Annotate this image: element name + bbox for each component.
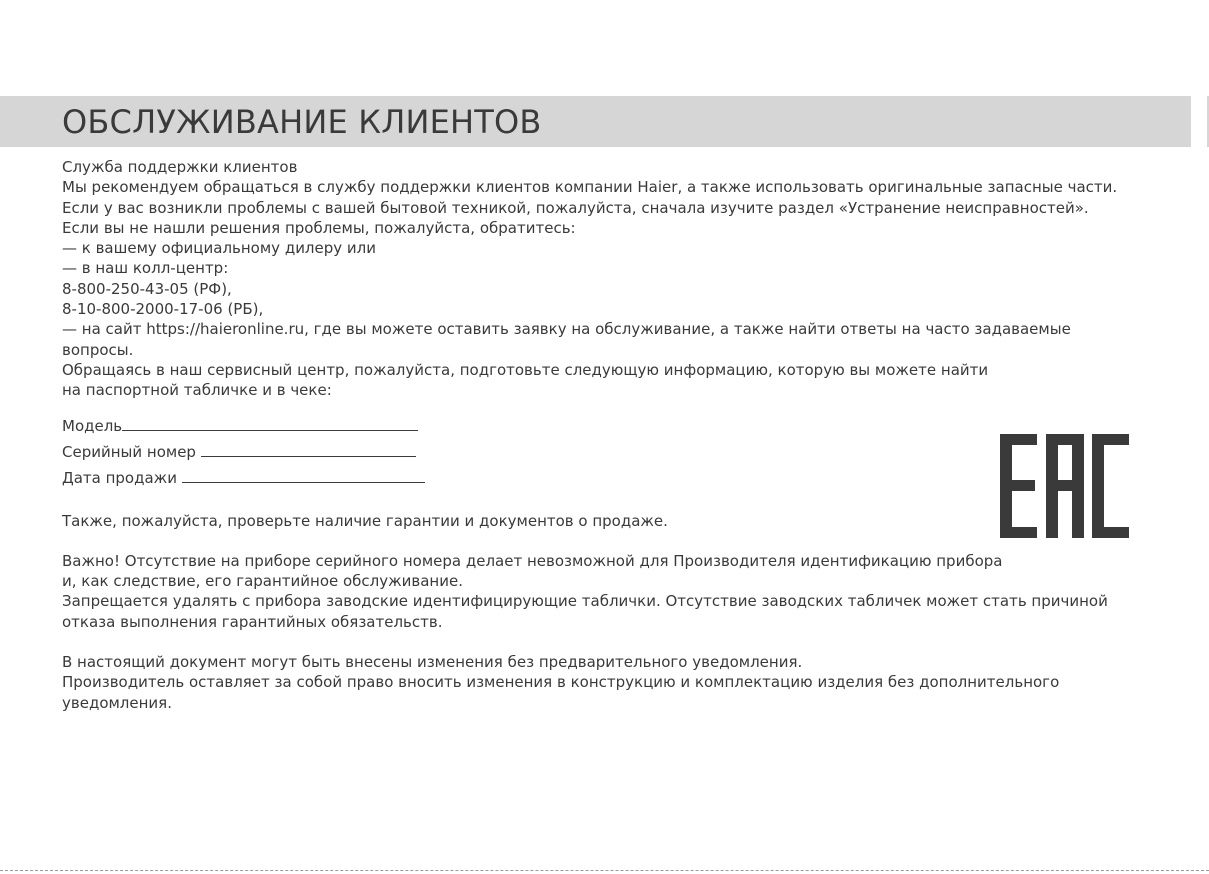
model-label: Модель (62, 416, 123, 435)
phone-rf: 8-800-250-43-05 (РФ), (62, 279, 232, 298)
intro-paragraph: Мы рекомендуем обращаться в службу поддержки клиентов компании Haier, а также использовать оригинальные запасные части. Если у вас возникли проблемы с вашей бытовой техникой, пожалуйста, сначала изучите раздел «Устранение неисправностей». (62, 178, 1118, 217)
plates-warning: Запрещается удалять с прибора заводские идентифицирующие таблички. Отсутствие заводских табличек может стать причиной отказа выполнения гарантийных обязательств. (62, 592, 1108, 631)
warranty-check-text: Также, пожалуйста, проверьте наличие гарантии и документов о продаже. (62, 511, 668, 530)
eac-logo (1000, 434, 1129, 538)
page-bottom-divider (0, 870, 1209, 871)
option-site: — на сайт https://haieronline.ru, где вы можете оставить заявку на обслуживание, а также найти ответы на часто задаваемые вопросы. (62, 320, 1071, 359)
option-dealer: — к вашему официальному дилеру или (62, 239, 377, 258)
phone-rb: 8-10-800-2000-17-06 (РБ), (62, 300, 264, 319)
manufacturer-note: Производитель оставляет за собой право вносить изменения в конструкцию и комплектацию изделия без дополнительного уведомления. (62, 673, 1060, 712)
date-label: Дата продажи (62, 468, 177, 487)
option-callcenter: — в наш колл-центр: (62, 259, 229, 278)
service-info-line-1: Обращаясь в наш сервисный центр, пожалуйста, подготовьте следующую информацию, которую вы можете найти (62, 360, 989, 379)
date-blank-line (182, 468, 425, 483)
model-field (62, 413, 1128, 439)
section-subtitle: Служба поддержки клиентов (62, 158, 298, 176)
if-not-found-text: Если вы не нашли решения проблемы, пожалуйста, обратитесь: (62, 218, 576, 237)
important-line-2: и, как следствие, его гарантийное обслуживание. (62, 572, 463, 591)
serial-blank-line (201, 442, 416, 457)
page-title: ОБСЛУЖИВАНИЕ КЛИЕНТОВ (62, 103, 542, 141)
date-field (62, 465, 1128, 491)
important-line-1: Важно! Отсутствие на приборе серийного номера делает невозможной для Производителя идентификацию прибора (62, 551, 1003, 570)
model-blank-line (122, 416, 418, 431)
serial-label: Серийный номер (62, 442, 196, 461)
service-info-line-2: на паспортной табличке и в чеке: (62, 381, 332, 400)
serial-field (62, 439, 1128, 465)
changes-note: В настоящий документ могут быть внесены изменения без предварительного уведомления. (62, 653, 803, 672)
document-body (62, 157, 1128, 713)
